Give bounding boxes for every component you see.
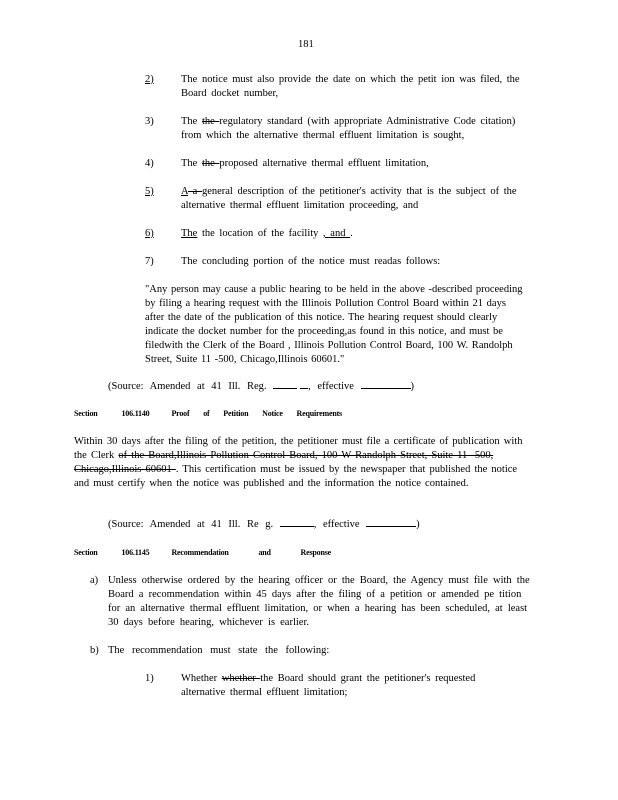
item-text: The the location of the facility , and .	[181, 228, 353, 239]
item-text: The concluding portion of the notice must readas follows:	[181, 256, 441, 267]
deleted-text: a	[188, 186, 202, 197]
page-number: 181	[298, 39, 314, 50]
subsection-text: Unless otherwise ordered by the hearing officer or the Board, the Agency must file with the Board a recommendation within 45 days after the filing of a petition or amended pe tition for an alternative thermal effluent limitation, or when a hearing has been scheduled, at least 30 days before hearing, whichever is earlier.	[108, 575, 530, 628]
item-number: 6)	[145, 228, 154, 239]
item-number: 4)	[145, 158, 154, 169]
inserted-text: The	[181, 228, 198, 239]
deleted-text: whether	[221, 673, 261, 684]
item-text: A a general description of the petitioner's activity that is the subject of the alternative thermal effluent limitation proceeding, and	[181, 186, 517, 211]
item-number: 7)	[145, 256, 154, 267]
item-number: 1)	[145, 673, 154, 684]
item-number: 3)	[145, 116, 154, 127]
source-note: (Source: Amended at 41 Ill. Reg. , effective )	[108, 381, 415, 392]
section-heading: Section 106.1145 Recommendation and Response	[74, 548, 331, 557]
inserted-text: A	[181, 186, 189, 197]
item-number: 2)	[145, 74, 154, 85]
source-note: (Source: Amended at 41 Ill. Re g. , effective )	[108, 519, 420, 530]
inserted-text: , and	[323, 228, 351, 239]
deleted-text: the	[201, 116, 220, 127]
subsection-label: b)	[90, 645, 99, 656]
section-heading: Section 106.1140 Proof of Petition Notice Requirements	[74, 409, 342, 418]
item-text: Whether whether the Board should grant the petitioner's requested alternative thermal effluent limitation;	[181, 673, 476, 698]
section-paragraph: Within 30 days after the filing of the petition, the petitioner must file a certificate of publication with the Clerk of the Board,Illinois Pollution Control Board, 100 W Randolph Street, Suite 11 -500, Chicago,Illinois 60601 . This certification must be issued by the newspaper that published the notice and must certify when the notice was published and the information the notice contained.	[74, 436, 523, 489]
deleted-text: the	[201, 158, 220, 169]
notice-quote: "Any person may cause a public hearing to be held in the above -described proceeding by filing a hearing request with the Illinois Pollution Control Board within 21 days after the date of the publication of this notice. The hearing request should clearly indicate the docket number for the proceeding,as found in this notice, and must be filedwith the Clerk of the Board , Illinois Pollution Control Board, 100 W. Randolph Street, Suite 11 -500, Chicago,Illinois 60601."	[145, 284, 523, 365]
subsection-label: a)	[90, 575, 99, 586]
item-number: 5)	[145, 186, 154, 197]
item-text: The the regulatory standard (with appropriate Administrative Code citation) from which the alternative thermal effluent limitation is sought,	[181, 116, 516, 141]
item-text: The the proposed alternative thermal effluent limitation,	[181, 158, 429, 169]
item-text: The notice must also provide the date on which the petit ion was filed, the Board docket number,	[181, 74, 520, 99]
subsection-text: The recommendation must state the following:	[108, 645, 330, 656]
deleted-text: of the Board,Illinois Pollution Control Board, 100 W Randolph Street, Suite 11 -500, Chicago,Illinois 60601	[74, 450, 494, 475]
